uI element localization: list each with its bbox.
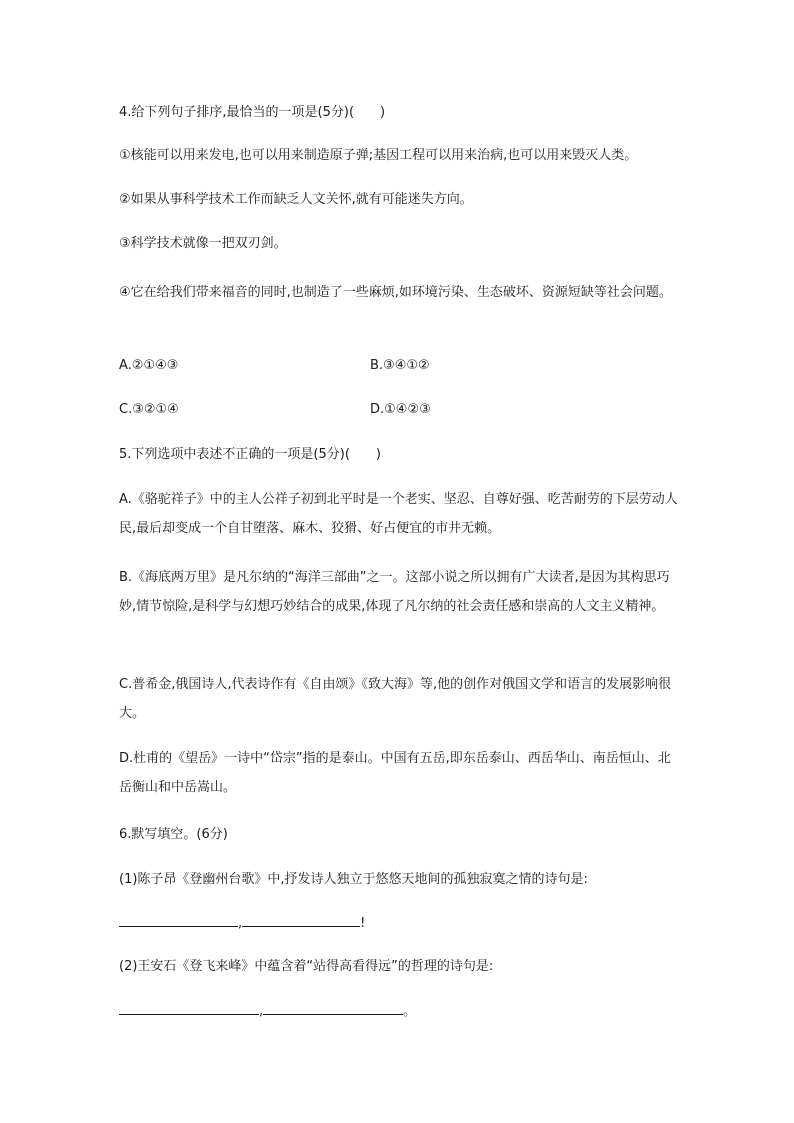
- blank-line[interactable]: [263, 1002, 403, 1015]
- q6-answer-line-2: [119, 1002, 679, 1021]
- q4-sentence-1: ①核能可以用来发电,也可以用来制造原子弹;基因工程可以用来治病,也可以用来毁灭人类。: [119, 148, 638, 163]
- blank-line[interactable]: [242, 914, 360, 927]
- q5-option-c: C.普希金,俄国诗人,代表诗作有《自由颂》《致大海》等,他的创作对俄国文学和语言的发展影响很大。: [119, 677, 672, 721]
- blank-end-mark: !: [360, 916, 366, 931]
- q4-sentence-4: ④它在给我们带来福音的同时,也制造了一些麻烦,如环境污染、生态破坏、资源短缺等社会问题。: [119, 285, 672, 300]
- q6-answer-line-1: [119, 914, 679, 933]
- q4-option-c: C.③②①④: [119, 402, 179, 417]
- q5-option-d: D.杜甫的《望岳》一诗中“岱宗”指的是泰山。中国有五岳,即东岳泰山、西岳华山、南岳恒山、北岳衡山和中岳嵩山。: [119, 751, 671, 795]
- q4-stem: 4.给下列句子排序,最恰当的一项是(5分)( ): [119, 105, 386, 120]
- q5-stem: 5.下列选项中表述不正确的一项是(5分)( ): [119, 447, 381, 462]
- q6-prompt-2: (2)王安石《登飞来峰》中蕴含着“站得高看得远”的哲理的诗句是:: [119, 959, 494, 974]
- q5-option-b: B.《海底两万里》是凡尔纳的“海洋三部曲”之一。这部小说之所以拥有广大读者,是因为其构思巧妙,情节惊险,是科学与幻想巧妙结合的成果,体现了凡尔纳的社会责任感和崇高的人文主义精神。: [119, 570, 670, 614]
- q6-prompt-1: (1)陈子昂《登幽州台歌》中,抒发诗人独立于悠悠天地间的孤独寂寞之情的诗句是:: [119, 872, 588, 887]
- q4-sentence-3: ③科学技术就像一把双刃剑。: [119, 236, 287, 251]
- q5-option-a: A.《骆驼祥子》中的主人公祥子初到北平时是一个老实、坚忍、自尊好强、吃苦耐劳的下层劳动人民,最后却变成一个自甘堕落、麻木、狡猾、好占便宜的市井无赖。: [119, 492, 678, 536]
- blank-end-mark: 。: [403, 1004, 417, 1019]
- q6-stem: 6.默写填空。(6分): [119, 827, 228, 842]
- q4-sentence-2: ②如果从事科学技术工作而缺乏人文关怀,就有可能迷失方向。: [119, 192, 473, 207]
- q4-option-a: A.②①④③: [119, 358, 179, 373]
- q4-option-d: D.①④②③: [370, 402, 431, 417]
- q4-option-b: B.③④①②: [370, 358, 430, 373]
- blank-separator: ,: [238, 916, 243, 931]
- blank-separator: ,: [259, 1004, 264, 1019]
- blank-line[interactable]: [119, 914, 238, 927]
- blank-line[interactable]: [119, 1002, 259, 1015]
